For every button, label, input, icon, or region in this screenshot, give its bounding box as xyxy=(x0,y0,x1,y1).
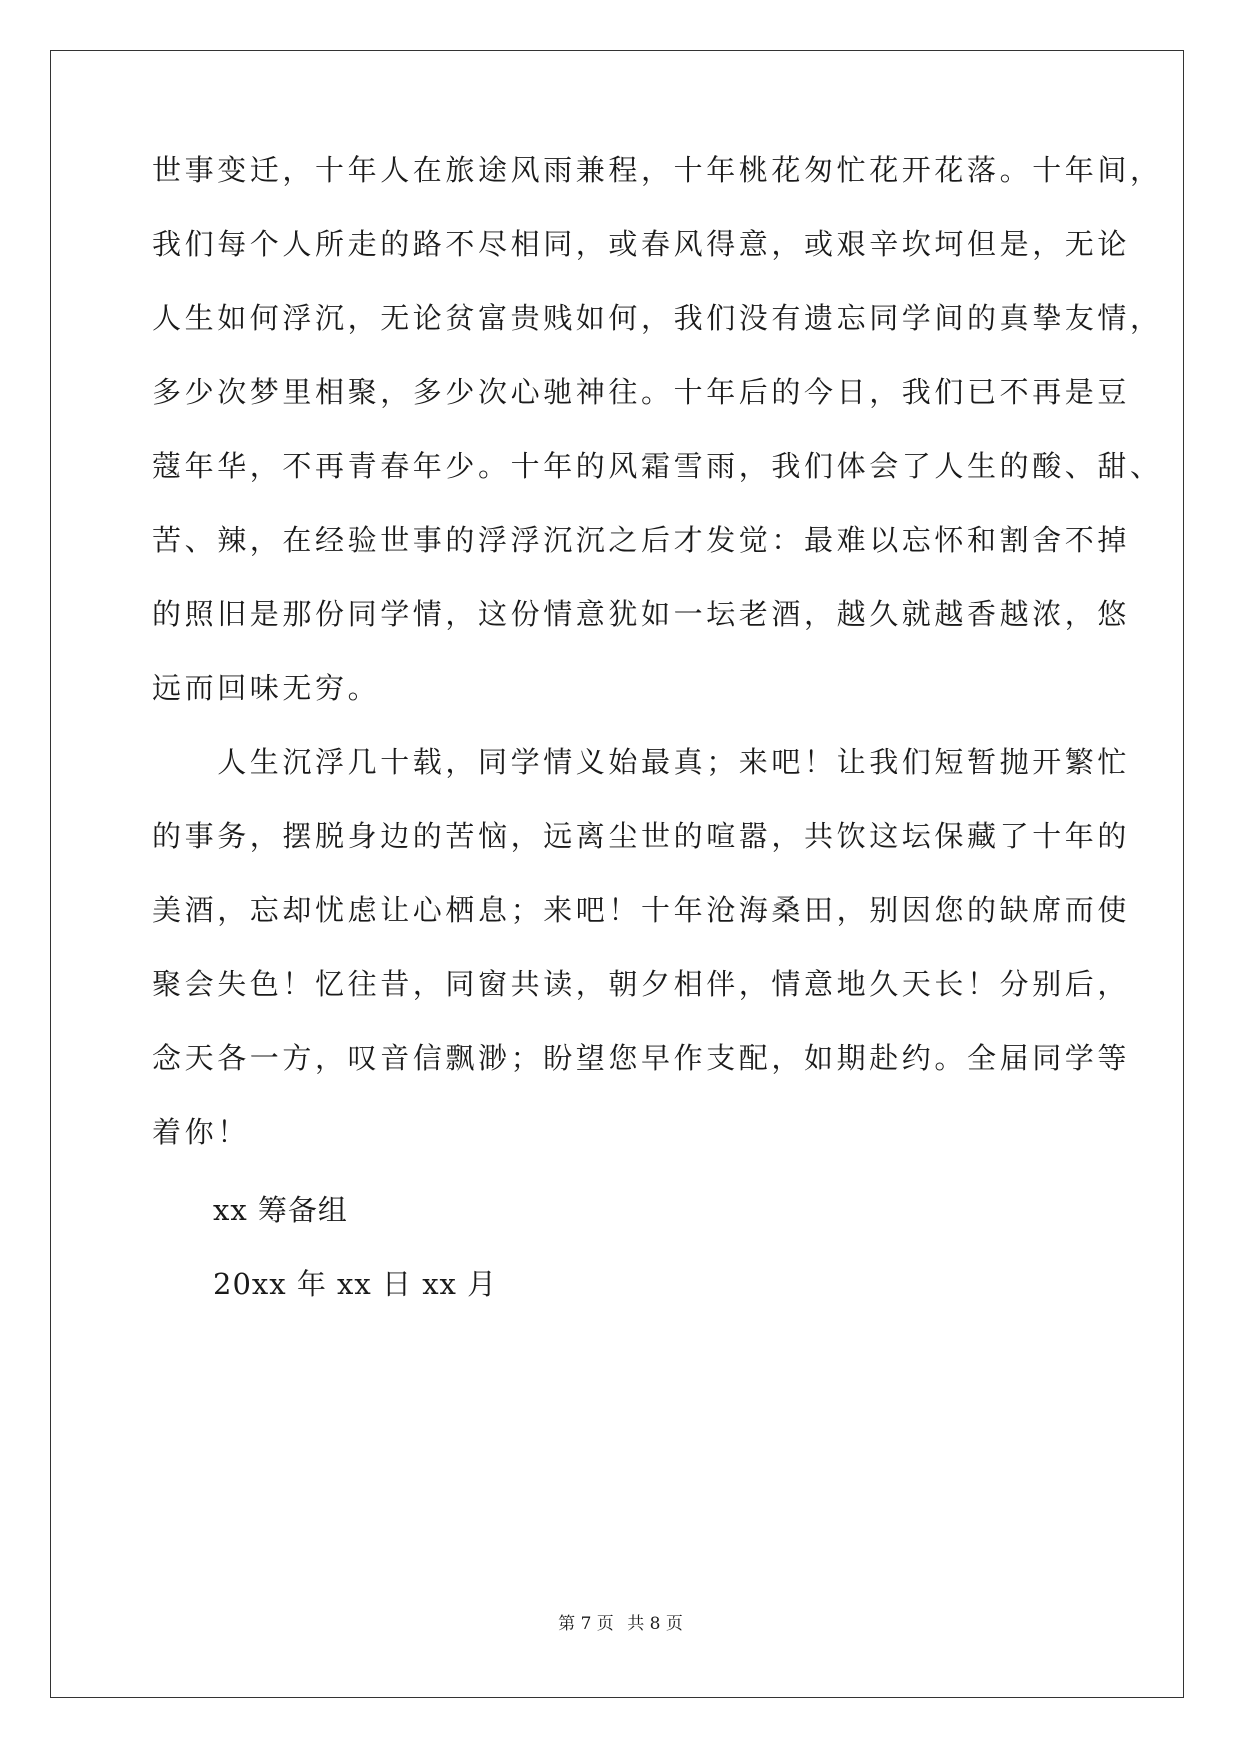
text-line: 念天各一方，叹音信飘渺；盼望您早作支配，如期赴约。全届同学等 xyxy=(152,1041,1131,1075)
page-number: 第 7 页 xyxy=(558,1614,614,1634)
page-footer xyxy=(0,1612,1241,1636)
text-line: 美酒，忘却忧虑让心栖息；来吧！十年沧海桑田，别因您的缺席而使 xyxy=(152,893,1131,927)
text-line: 远而回味无穷。 xyxy=(152,671,381,705)
text-line: 蔻年华，不再青春年少。十年的风霜雪雨，我们体会了人生的酸、甜、 xyxy=(152,449,1163,483)
page-total: 共 8 页 xyxy=(627,1614,683,1634)
text-line: 的事务，摆脱身边的苦恼，远离尘世的喧嚣，共饮这坛保藏了十年的 xyxy=(152,819,1131,853)
text-line: 苦、辣，在经验世事的浮浮沉沉之后才发觉：最难以忘怀和割舍不掉 xyxy=(152,523,1131,557)
text-line: 多少次梦里相聚，多少次心驰神往。十年后的今日，我们已不再是豆 xyxy=(152,375,1131,409)
text-line: 人生如何浮沉，无论贫富贵贱如何，我们没有遗忘同学间的真挚友情， xyxy=(152,301,1163,335)
text-line: 我们每个人所走的路不尽相同，或春风得意，或艰辛坎坷但是，无论 xyxy=(152,227,1131,261)
text-line: 人生沉浮几十载，同学情义始最真；来吧！让我们短暂抛开繁忙 xyxy=(152,745,1131,779)
text-line: 世事变迁，十年人在旅途风雨兼程，十年桃花匆忙花开花落。十年间， xyxy=(152,153,1163,187)
text-line: 聚会失色！忆往昔，同窗共读，朝夕相伴，情意地久天长！分别后， xyxy=(152,967,1131,1001)
date-line: 20xx 年 xx 日 xx 月 xyxy=(213,1267,498,1301)
text-line: 着你！ xyxy=(152,1115,250,1149)
signature: xx 筹备组 xyxy=(213,1193,348,1227)
text-line: 的照旧是那份同学情，这份情意犹如一坛老酒，越久就越香越浓，悠 xyxy=(152,597,1131,631)
